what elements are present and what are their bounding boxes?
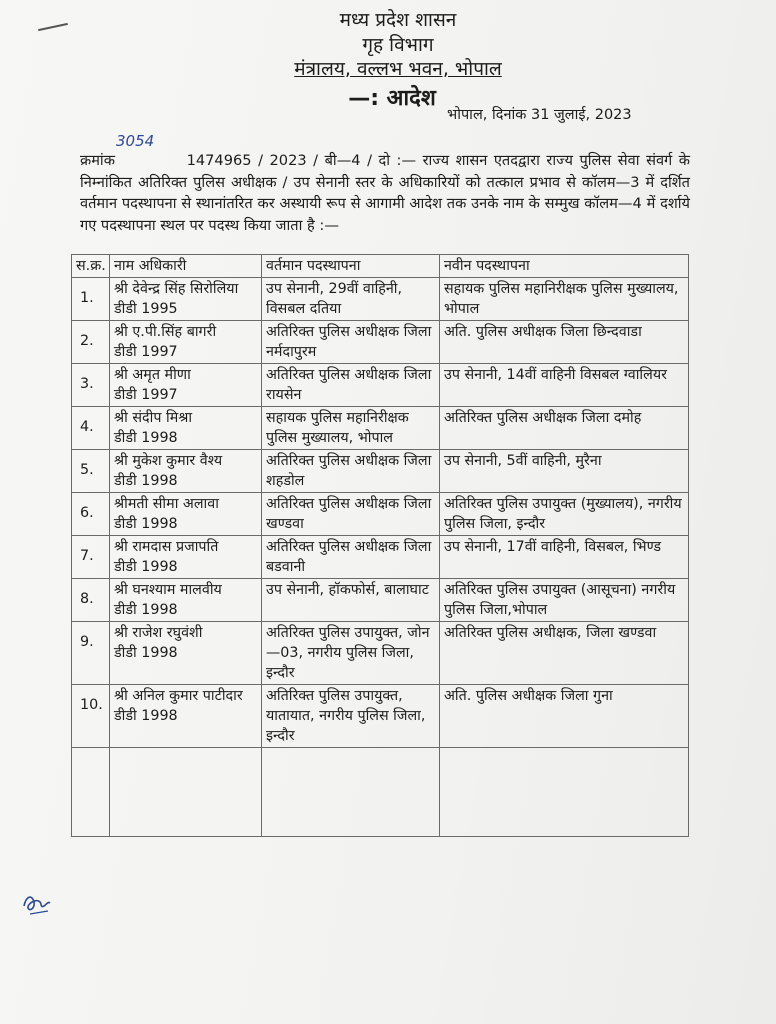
table-row xyxy=(72,278,689,321)
cell-officer xyxy=(110,685,262,748)
cell-officer xyxy=(110,278,262,321)
new-posting: अतिरिक्त पुलिस अधीक्षक जिला दमोह xyxy=(444,410,642,426)
cell-sn xyxy=(72,450,110,493)
order-title: —: आदेश xyxy=(348,86,436,111)
cell-officer xyxy=(110,407,262,450)
cell-current-posting xyxy=(262,450,440,493)
officer-name: श्री राजेश रघुवंशी xyxy=(114,625,203,641)
serial-number: 1. xyxy=(80,290,94,306)
serial-number: 10. xyxy=(80,697,103,713)
cell-new-posting xyxy=(440,364,689,407)
serial-number: 9. xyxy=(80,634,94,650)
order-date: भोपाल, दिनांक 31 जुलाई, 2023 xyxy=(447,107,632,123)
serial-number: 2. xyxy=(80,333,94,349)
officer-name: श्री घनश्याम मालवीय xyxy=(114,582,222,598)
current-posting: अतिरिक्त पुलिस उपायुक्त, जोन—03, नगरीय पुलिस जिला, इन्दौर xyxy=(266,625,430,681)
table-header-row xyxy=(72,255,689,278)
header-department: गृह विभाग xyxy=(362,34,434,56)
order-paragraph xyxy=(80,150,690,236)
current-posting: अतिरिक्त पुलिस अधीक्षक जिला शहडोल xyxy=(266,453,432,489)
officer-name: श्री ए.पी.सिंह बागरी xyxy=(114,324,217,340)
blank-cell xyxy=(440,748,689,837)
cell-sn xyxy=(72,493,110,536)
col-header-new: नवीन पदस्थापना xyxy=(440,255,689,278)
cell-current-posting xyxy=(262,493,440,536)
order-code: 1474965 / 2023 / बी—4 / दो :— xyxy=(186,152,417,169)
officer-batch: डीडी 1998 xyxy=(114,602,178,618)
officer-name: श्री मुकेश कुमार वैश्य xyxy=(114,453,223,469)
initials-signature xyxy=(18,884,58,924)
table-row xyxy=(72,579,689,622)
handwritten-number: 3054 xyxy=(116,132,155,150)
cell-current-posting xyxy=(262,622,440,685)
officer-name: श्री अनिल कुमार पाटीदार xyxy=(114,688,243,704)
current-posting: अतिरिक्त पुलिस अधीक्षक जिला नर्मदापुरम xyxy=(266,324,432,360)
officer-name: श्री संदीप मिश्रा xyxy=(114,410,193,426)
officer-batch: डीडी 1997 xyxy=(114,344,178,360)
officer-batch: डीडी 1995 xyxy=(114,301,178,317)
officer-batch: डीडी 1997 xyxy=(114,387,178,403)
new-posting: उप सेनानी, 5वीं वाहिनी, मुरैना xyxy=(444,453,602,469)
table-row xyxy=(72,364,689,407)
table-row xyxy=(72,536,689,579)
table-row xyxy=(72,622,689,685)
cell-sn xyxy=(72,278,110,321)
officer-name: श्रीमती सीमा अलावा xyxy=(114,496,219,512)
blank-cell xyxy=(72,748,110,837)
blank-cell xyxy=(110,748,262,837)
serial-number: 7. xyxy=(80,548,94,564)
officer-name: श्री रामदास प्रजापति xyxy=(114,539,219,555)
cell-officer xyxy=(110,321,262,364)
transfer-table xyxy=(71,254,689,837)
cell-sn xyxy=(72,364,110,407)
cell-sn xyxy=(72,536,110,579)
cell-new-posting xyxy=(440,493,689,536)
col-header-name: नाम अधिकारी xyxy=(110,255,262,278)
cell-new-posting xyxy=(440,685,689,748)
cell-current-posting xyxy=(262,321,440,364)
cell-officer xyxy=(110,579,262,622)
table-blank-row xyxy=(72,748,689,837)
cell-new-posting xyxy=(440,407,689,450)
cell-new-posting xyxy=(440,321,689,364)
cell-new-posting xyxy=(440,622,689,685)
col-header-current: वर्तमान पदस्थापना xyxy=(262,255,440,278)
serial-number: 5. xyxy=(80,462,94,478)
cell-sn xyxy=(72,407,110,450)
current-posting: अतिरिक्त पुलिस अधीक्षक जिला खण्डवा xyxy=(266,496,432,532)
cell-officer xyxy=(110,622,262,685)
officer-name: श्री अमृत मीणा xyxy=(114,367,191,383)
cell-new-posting xyxy=(440,536,689,579)
serial-number: 4. xyxy=(80,419,94,435)
table-row xyxy=(72,321,689,364)
new-posting: अति. पुलिस अधीक्षक जिला गुना xyxy=(444,688,613,704)
cell-sn xyxy=(72,685,110,748)
table-row xyxy=(72,407,689,450)
officer-batch: डीडी 1998 xyxy=(114,473,178,489)
new-posting: अति. पुलिस अधीक्षक जिला छिन्दवाडा xyxy=(444,324,642,340)
new-posting: अतिरिक्त पुलिस उपायुक्त (मुख्यालय), नगरीय पुलिस जिला, इन्दौर xyxy=(444,496,682,532)
table-row xyxy=(72,493,689,536)
blank-cell xyxy=(262,748,440,837)
serial-number: 8. xyxy=(80,591,94,607)
officer-batch: डीडी 1998 xyxy=(114,516,178,532)
cell-new-posting xyxy=(440,450,689,493)
serial-number: 6. xyxy=(80,505,94,521)
officer-batch: डीडी 1998 xyxy=(114,708,178,724)
table-row xyxy=(72,450,689,493)
cell-officer xyxy=(110,536,262,579)
officer-batch: डीडी 1998 xyxy=(114,645,178,661)
officer-batch: डीडी 1998 xyxy=(114,430,178,446)
new-posting: सहायक पुलिस महानिरीक्षक पुलिस मुख्यालय, भोपाल xyxy=(444,281,679,317)
current-posting: सहायक पुलिस महानिरीक्षक पुलिस मुख्यालय, भोपाल xyxy=(266,410,409,446)
cell-current-posting xyxy=(262,407,440,450)
cell-current-posting xyxy=(262,536,440,579)
cell-sn xyxy=(72,622,110,685)
cell-current-posting xyxy=(262,364,440,407)
cell-sn xyxy=(72,321,110,364)
new-posting: अतिरिक्त पुलिस उपायुक्त (आसूचना) नगरीय पुलिस जिला,भोपाल xyxy=(444,582,676,618)
order-text: राज्य शासन एतदद्वारा राज्य पुलिस सेवा संवर्ग के निम्नांकित अतिरिक्त पुलिस अधीक्षक / उप सेनानी स्तर के अधिकारियों को तत्काल प्रभाव से कॉलम—3 में दर्शित वर्तमान पदस्थापना से स्थानांतरित कर अस्थायी रूप से आगामी आदेश तक उनके नाम के सम्मुख कॉलम—4 में दर्शाये गए पदस्थापना स्थल पर पदस्थ किया जाता है :— xyxy=(80,152,691,234)
cell-current-posting xyxy=(262,685,440,748)
cell-officer xyxy=(110,493,262,536)
table-row xyxy=(72,685,689,748)
header-address: मंत्रालय, वल्लभ भवन, भोपाल xyxy=(294,58,502,80)
cell-current-posting xyxy=(262,579,440,622)
new-posting: उप सेनानी, 17वीं वाहिनी, विसबल, भिण्ड xyxy=(444,539,662,555)
officer-batch: डीडी 1998 xyxy=(114,559,178,575)
cell-new-posting xyxy=(440,579,689,622)
current-posting: अतिरिक्त पुलिस अधीक्षक जिला रायसेन xyxy=(266,367,432,403)
current-posting: उप सेनानी, हॉकफोर्स, बालाघाट xyxy=(266,582,429,598)
cell-officer xyxy=(110,450,262,493)
header-government: मध्य प्रदेश शासन xyxy=(339,9,457,31)
cell-officer xyxy=(110,364,262,407)
current-posting: अतिरिक्त पुलिस उपायुक्त, यातायात, नगरीय पुलिस जिला, इन्दौर xyxy=(266,688,426,744)
officer-name: श्री देवेन्द्र सिंह सिरोलिया xyxy=(114,281,239,297)
order-prefix: क्रमांक xyxy=(80,152,115,169)
new-posting: उप सेनानी, 14वीं वाहिनी विसबल ग्वालियर xyxy=(444,367,667,383)
current-posting: उप सेनानी, 29वीं वाहिनी, विसबल दतिया xyxy=(266,281,403,317)
cell-current-posting xyxy=(262,278,440,321)
current-posting: अतिरिक्त पुलिस अधीक्षक जिला बडवानी xyxy=(266,539,432,575)
col-header-sn: स.क्र. xyxy=(72,255,110,278)
serial-number: 3. xyxy=(80,376,94,392)
new-posting: अतिरिक्त पुलिस अधीक्षक, जिला खण्डवा xyxy=(444,625,657,641)
cell-sn xyxy=(72,579,110,622)
cell-new-posting xyxy=(440,278,689,321)
